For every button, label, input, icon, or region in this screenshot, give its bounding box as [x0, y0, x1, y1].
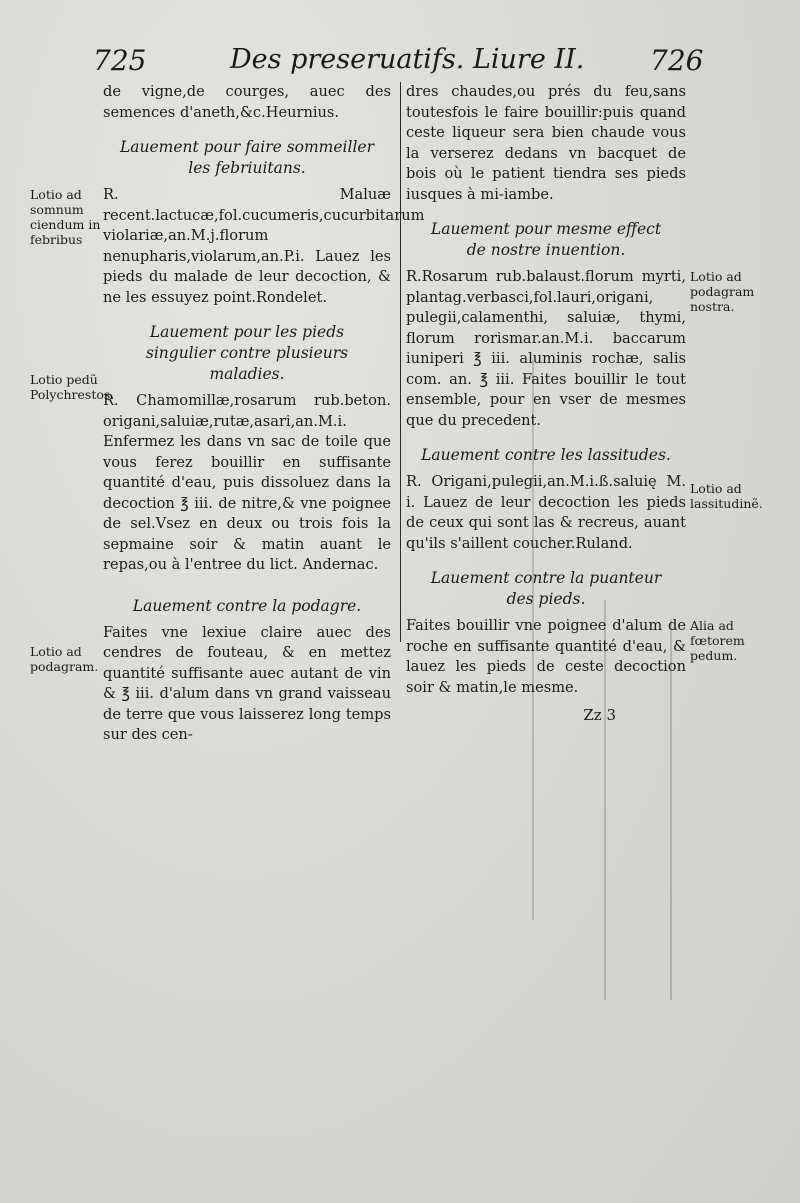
page-number-right: 726	[650, 44, 704, 77]
section-heading: Lauement pour mesme effect de nostre inuention.	[430, 220, 662, 259]
recipe-section	[30, 596, 391, 746]
page-number-left: 725	[93, 44, 147, 77]
section-text: R.Rosarum rub.balaust.florum myrti, plantag.verbasci,fol.lauri,origani, pulegii,calamenthi, saluiæ, thymi, florum rorismar.an.M.i. baccarum iuniperi ℥ iii. aluminis rochæ, salis com. an. ℥ iii. Faites bouillir le tout ensemble, pour en vser de mesmes que du precedent.	[406, 268, 686, 429]
recipe-section	[406, 219, 755, 431]
margin-note: Lotio pedũ Polychrestos.	[30, 372, 115, 402]
left-column	[30, 82, 425, 746]
section-text: R. Origani,pulegii,an.M.i.ß.saluię M. i. Lauez de leur decoction les pieds de ceux qui sont las & recreus, auant qu'ils s'aillent coucher.Ruland.	[406, 473, 686, 552]
section-heading: Lauement pour les pieds singulier contre plusieurs maladies.	[145, 323, 349, 383]
left-intro-text: de vigne,de courges, auec des semences d'aneth,&c.Heurnius.	[103, 83, 391, 121]
section-heading: Lauement contre la puanteur des pieds.	[430, 569, 662, 608]
margin-note: Lotio ad lassitudinẽ.	[690, 481, 763, 511]
section-heading: Lauement contre les lassitudes.	[421, 446, 671, 464]
margin-note: Alia ad fœtorem pedum.	[690, 618, 745, 663]
column-divider	[400, 82, 401, 642]
section-text: Faites bouillir vne poignee d'alum de roche en suffisante quantité d'eau, & lauez les pieds de ceste decoction soir & matin,le mesme.	[406, 617, 686, 696]
recipe-section	[406, 568, 745, 698]
right-column	[406, 82, 763, 724]
margin-note: Lotio ad somnum ciendum in febribus	[30, 187, 101, 247]
section-text: R. Maluæ recent.lactucæ,fol.cucumeris,cucurbitarum violariæ,an.M.j.florum nenupharis,violarum,an.P.i. Lauez les pieds du malade de leur decoction, & ne les essuyez point.Rondelet.	[103, 186, 425, 306]
section-text: R. Chamomillæ,rosarum rub.beton. origani,saluiæ,rutæ,asari,an.M.i. Enfermez les dans vn sac de toile que vous ferez bouillir en suffisante quantité d'eau, puis dissoluez dans la decoction ℥ iii. de nitre,& vne poignee de sel.Vsez en deux ou trois fois la sepmaine soir & matin auant le repas,ou à l'entree du lict. Andernac.	[103, 392, 391, 573]
right-intro-text: dres chaudes,ou prés du feu,sans toutesfois le faire bouillir:puis quand ceste liqueur sera bien chaude vous la verserez dedans vn bacquet de bois où le patient tiendra ses pieds iusques à mi-iambe.	[406, 83, 686, 203]
running-title: Des preseruatifs. Liure II.	[230, 44, 585, 75]
margin-note: Lotio ad podagram.	[30, 643, 99, 674]
signature-mark: Zz 3	[583, 706, 616, 724]
recipe-section	[30, 137, 425, 308]
margin-note: Lotio ad podagram nostra.	[690, 269, 755, 314]
recipe-section	[406, 445, 763, 554]
section-heading: Lauement contre la podagre.	[132, 596, 362, 615]
section-heading: Lauement pour faire sommeiller les febriuitans.	[119, 138, 375, 177]
recipe-section	[30, 322, 391, 576]
section-text: Faites vne lexiue claire auec des cendres de fouteau, & en mettez quantité suffisante auec autant de vin & ℥ iii. d'alum dans vn grand vaisseau de terre que vous laisserez long temps sur des cen-	[103, 623, 391, 743]
running-header	[0, 40, 800, 80]
